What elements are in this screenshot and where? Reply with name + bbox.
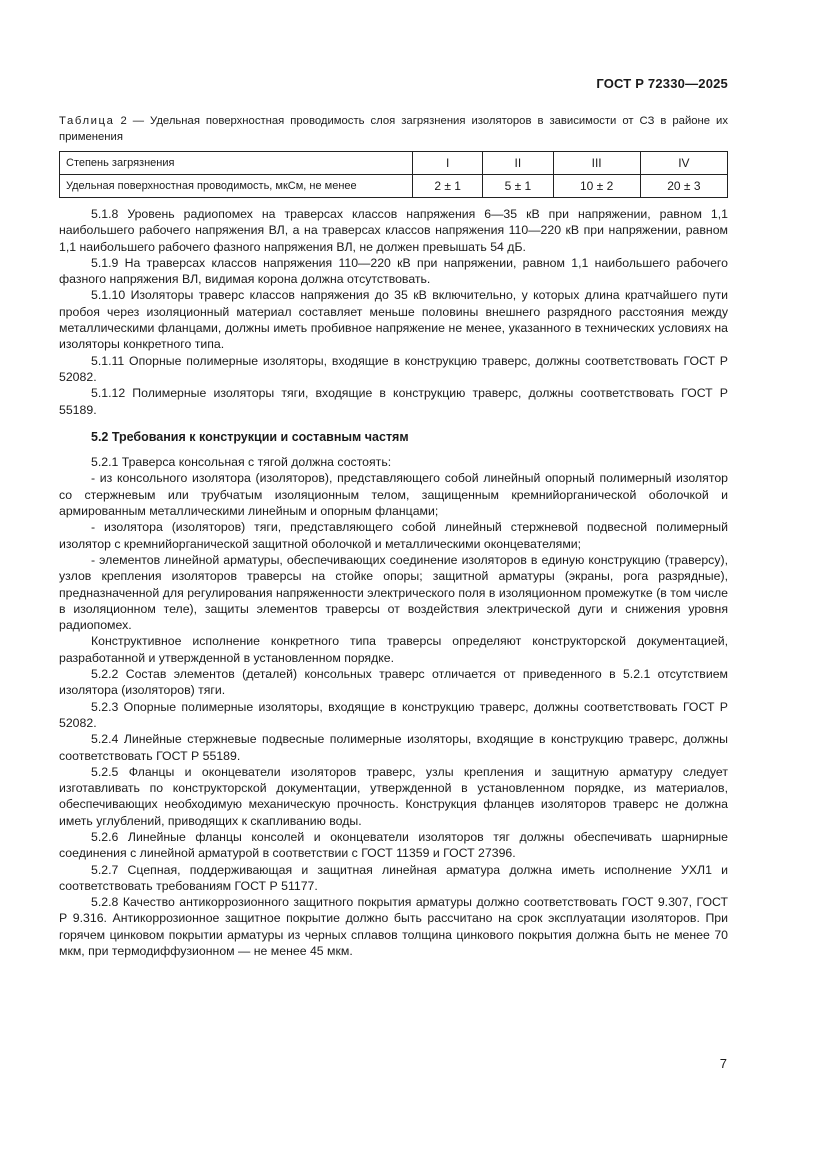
table-caption-label: Таблица xyxy=(59,115,115,127)
table-cell: 10 ± 2 xyxy=(553,175,640,198)
list-item: - изолятора (изоляторов) тяги, представляющего собой линейный стержневой подвесной полимерный изолятор с кремнийорганической защитной оболочкой и металлическими оконцевателями; xyxy=(59,520,728,551)
clause-5-2-1: 5.2.1 Траверса консольная с тягой должна состоять: xyxy=(91,455,392,470)
clause-5-1-8: 5.1.8 Уровень радиопомех на траверсах классов напряжения 6—35 кВ при напряжении, равном 1,1 наибольшего рабочего напряжения ВЛ, а на траверсах классов напряжения 110—220 кВ при напряжении, равном 1,1 наибольшего рабочего фазного напряжения ВЛ, не должен превышать 54 дБ. xyxy=(59,207,728,254)
table-row xyxy=(60,175,728,198)
table-cell: II xyxy=(483,152,553,175)
clause-5-1-10: 5.1.10 Изоляторы траверс классов напряжения до 35 кВ включительно, у которых длина кратчайшего пути пробоя через изоляционный материал составляет меньше половины внешнего разрядного расстояния между металлическими фланцами, должны иметь пробивное напряжение не менее, указанного в технических условиях на изоляторы конкретного типа. xyxy=(59,288,728,352)
page-content xyxy=(59,114,728,959)
clause-5-1-11: 5.1.11 Опорные полимерные изоляторы, входящие в конструкцию траверс, должны соответствовать ГОСТ Р 52082. xyxy=(59,353,728,384)
table-caption xyxy=(59,114,728,145)
table-cell: I xyxy=(413,152,483,175)
document-number-header: ГОСТ Р 72330—2025 xyxy=(596,76,728,91)
clause-5-2-7: 5.2.7 Сцепная, поддерживающая и защитная линейная арматура должна иметь исполнение УХЛ1 и соответствовать требованиям ГОСТ Р 51177. xyxy=(59,862,728,893)
table-row xyxy=(60,152,728,175)
table-cell: IV xyxy=(640,152,727,175)
paragraph: Конструктивное исполнение конкретного типа траверсы определяют конструкторской документацией, разработанной и утвержденной в установленном порядке. xyxy=(59,634,728,665)
list-item: - из консольного изолятора (изоляторов), представляющего собой линейный опорный полимерный изолятор со стержневым или трубчатым изоляционным телом, защищенным кремнийорганической оболочкой и армированным металлическими линейным и опорным фланцами; xyxy=(59,471,728,519)
clause-5-2-2: 5.2.2 Состав элементов (деталей) консольных траверс отличается от приведенного в 5.2.1 отсутствием изолятора (изоляторов) тяги. xyxy=(59,667,728,698)
table-cell: 5 ± 1 xyxy=(483,175,553,198)
clause-5-2-8: 5.2.8 Качество антикоррозионного защитного покрытия арматуры должно соответствовать ГОСТ 9.307, ГОСТ Р 9.316. Антикоррозионное защитное покрытие должно быть рассчитано на срок эксплуатации изоляторов. При горячем цинковом покрытии арматуры из черных сплавов толщина цинкового покрытия должна быть не менее 70 мкм, при термодиффузионном — не менее 45 мкм. xyxy=(59,895,728,959)
table-cell: III xyxy=(553,152,640,175)
table-cell: 2 ± 1 xyxy=(413,175,483,198)
clause-5-2-3: 5.2.3 Опорные полимерные изоляторы, входящие в конструкцию траверс, должны соответствовать ГОСТ Р 52082. xyxy=(59,699,728,730)
table-cell-label: Удельная поверхностная проводимость, мкСм, не менее xyxy=(60,175,413,198)
table-cell-label: Степень загрязнения xyxy=(60,152,413,175)
clause-5-2-5: 5.2.5 Фланцы и оконцеватели изоляторов траверс, узлы крепления и защитную арматуру следует изготавливать по конструкторской документации, утвержденной в установленном порядке, из материалов, обеспечивающих необходимую механическую прочность. Конструкция фланцев изоляторов траверс не должна иметь углублений, приводящих к скапливанию воды. xyxy=(59,764,728,828)
clause-5-2-6: 5.2.6 Линейные фланцы консолей и оконцеватели изоляторов тяг должны обеспечивать шарнирные соединения с линейной арматурой в соответствии с ГОСТ 11359 и ГОСТ 27396. xyxy=(59,829,728,861)
table-cell: 20 ± 3 xyxy=(640,175,727,198)
conductivity-table xyxy=(59,151,728,198)
section-heading-5-2: 5.2 Требования к конструкции и составным частям xyxy=(91,429,409,444)
table-caption-text: 2 — Удельная поверхностная проводимость слоя загрязнения изоляторов в зависимости от СЗ в районе их применения xyxy=(59,115,728,143)
clause-5-1-9: 5.1.9 На траверсах классов напряжения 110—220 кВ при напряжении, равном 1,1 наибольшего рабочего фазного напряжения ВЛ, видимая корона должна отсутствовать. xyxy=(59,255,728,287)
clause-5-1-12: 5.1.12 Полимерные изоляторы тяги, входящие в конструкцию траверс, должны соответствовать ГОСТ Р 55189. xyxy=(59,386,728,417)
clause-5-2-4: 5.2.4 Линейные стержневые подвесные полимерные изоляторы, входящие в конструкцию траверс, должны соответствовать ГОСТ Р 55189. xyxy=(59,732,728,763)
list-item: - элементов линейной арматуры, обеспечивающих соединение изоляторов в единую конструкцию (траверсу), узлов крепления изоляторов траверсы на стойке опоры; защитной арматуры (экраны, рога разрядные), предназначенной для регулирования напряженности электрического поля в изоляционном промежутке (в том числе в изоляционном теле), защиты элементов траверсы от воздействия электрической дуги и снижения уровня радиопомех. xyxy=(59,552,728,633)
page-number: 7 xyxy=(719,1056,727,1071)
